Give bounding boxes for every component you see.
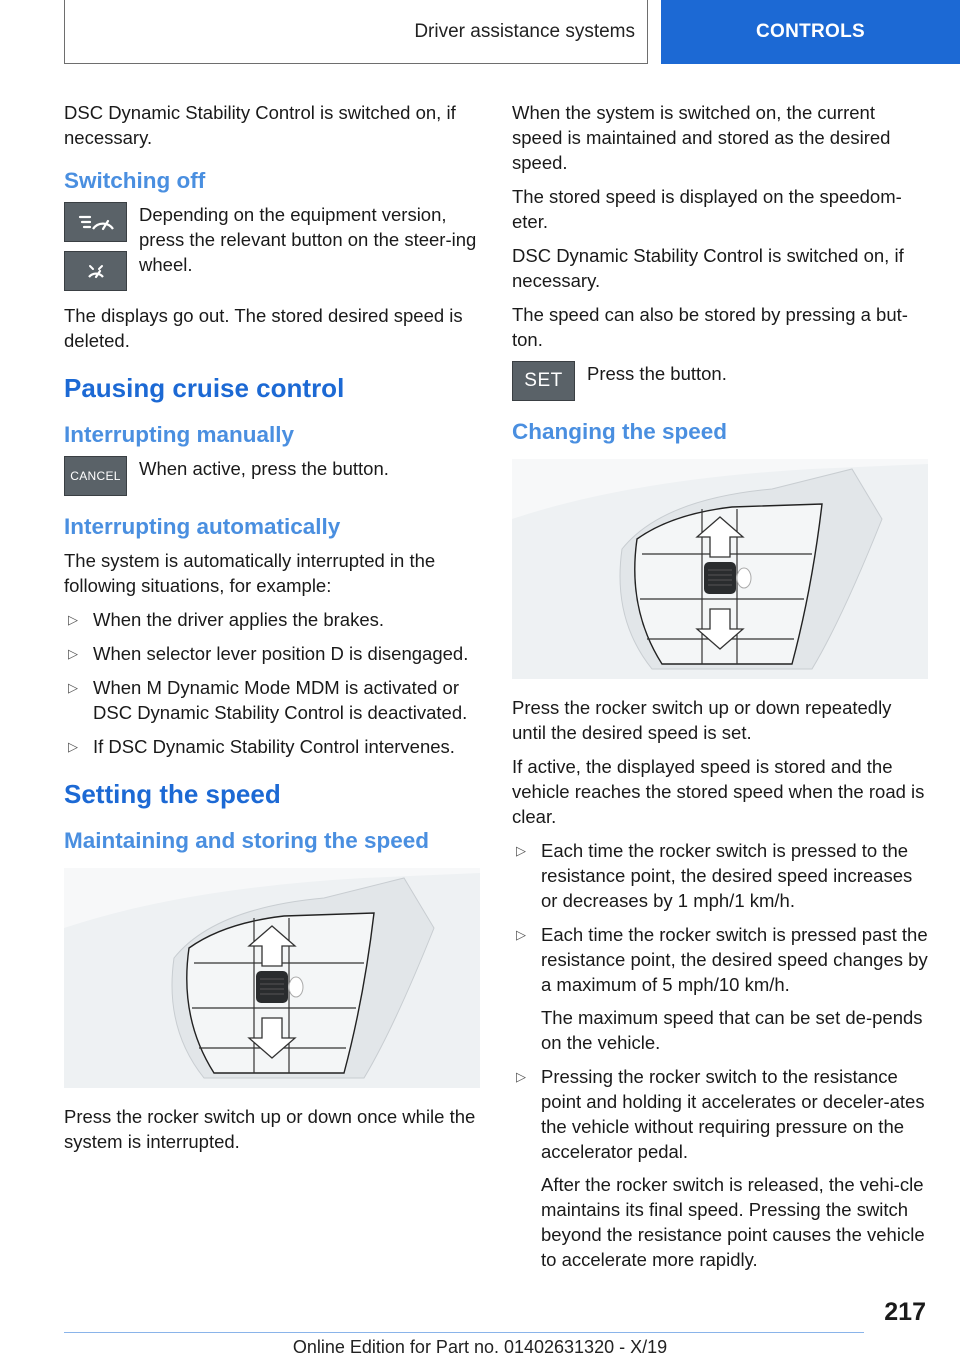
switching-off-result: The displays go out. The stored desired speed is deleted. (64, 305, 463, 351)
cancel-row (64, 456, 482, 496)
triangle-bullet-icon: ▷ (68, 612, 78, 627)
steering-wheel-rocker-image-2 (512, 459, 928, 679)
triangle-bullet-icon: ▷ (516, 1069, 526, 1084)
triangle-bullet-icon: ▷ (516, 843, 526, 858)
list-item: ▷ Pressing the rocker switch to the resistance point and holding it accelerates or deceler-ates the vehicle without requiring pressure on the accelerator pedal. After the rocker switch is released, the vehi-cle maintains its final speed. Pressing the switch beyond the resistance point causes the vehicle to accelerate more rapidly. (512, 1064, 928, 1272)
right-paragraph-2: The stored speed is displayed on the speedom-eter. (512, 186, 902, 232)
setting-caption: Press the rocker switch up or down once while the system is interrupted. (64, 1106, 476, 1152)
left-column (64, 100, 482, 1163)
speed-limiter-icon (64, 251, 127, 291)
interrupting-manually-heading: Interrupting manually (64, 422, 295, 447)
footer-edition: Online Edition for Part no. 01402631320 - X/19 (292, 1337, 668, 1357)
list-item: ▷ Each time the rocker switch is pressed to the resistance point, the desired speed increases or decreases by 1 mph/1 km/h. (516, 840, 913, 911)
auto-interrupt-list (64, 607, 482, 759)
list-item: ▷ When the driver applies the brakes. (68, 609, 385, 630)
changing-paragraph-2: If active, the displayed speed is stored and the vehicle reaches the stored speed when the road is clear. (512, 756, 925, 827)
footer-divider (64, 1332, 864, 1333)
cancel-button: CANCEL (64, 456, 127, 496)
right-paragraph-4: The speed can also be stored by pressing a but-ton. (512, 304, 908, 350)
right-paragraph-1: When the system is switched on, the current speed is maintained and stored as the desired speed. (512, 102, 891, 173)
set-button: SET (512, 361, 575, 401)
switching-off-buttons (64, 202, 482, 291)
pausing-heading: Pausing cruise control (64, 373, 345, 403)
switching-off-instruction: Depending on the equipment version, press the relevant button on the steer-ing wheel. (139, 204, 477, 275)
auto-intro: The system is automatically interrupted in the following situations, for example: (64, 550, 436, 596)
steering-wheel-rocker-image (64, 868, 480, 1088)
list-item: ▷ When selector lever position D is disengaged. (68, 643, 469, 664)
triangle-bullet-icon: ▷ (68, 646, 78, 661)
list-item: ▷ When M Dynamic Mode MDM is activated or DSC Dynamic Stability Control is deactivated. (68, 677, 468, 723)
changing-speed-heading: Changing the speed (512, 419, 728, 444)
interrupting-automatically-heading: Interrupting automatically (64, 514, 341, 539)
triangle-bullet-icon: ▷ (68, 739, 78, 754)
right-column (512, 100, 928, 1281)
page-number: 217 (884, 1298, 926, 1326)
switching-off-heading: Switching off (64, 168, 206, 193)
right-paragraph-3: DSC Dynamic Stability Control is switched on, if necessary. (512, 245, 904, 291)
triangle-bullet-icon: ▷ (516, 927, 526, 942)
changing-paragraph-1: Press the rocker switch up or down repeatedly until the desired speed is set. (512, 697, 892, 743)
list-item-note: After the rocker switch is released, the vehi-cle maintains its final speed. Pressing the switch beyond the resistance point causes the vehicle to accelerate more rapidly. (541, 1174, 925, 1270)
chapter-tab[interactable]: CONTROLS (661, 0, 960, 64)
list-item: ▷ Each time the rocker switch is pressed past the resistance point, the desired speed changes by a maximum of 5 mph/10 km/h. The maximum speed that can be set de-pends on the vehicle. (516, 924, 928, 1053)
cancel-instruction: When active, press the button. (139, 458, 389, 479)
set-instruction: Press the button. (587, 363, 727, 384)
set-row (512, 361, 928, 401)
intro-text: DSC Dynamic Stability Control is switched on, if necessary. (64, 102, 456, 148)
cruise-control-icon (64, 202, 127, 242)
maintaining-speed-heading: Maintaining and storing the speed (64, 828, 430, 853)
setting-speed-heading: Setting the speed (64, 779, 281, 809)
section-title: Driver assistance systems (64, 0, 648, 64)
page-header (0, 0, 960, 66)
list-item-note: The maximum speed that can be set de-pends on the vehicle. (541, 1007, 923, 1053)
triangle-bullet-icon: ▷ (68, 680, 78, 695)
changing-speed-list (512, 838, 928, 1272)
list-item: ▷ If DSC Dynamic Stability Control intervenes. (68, 736, 455, 757)
